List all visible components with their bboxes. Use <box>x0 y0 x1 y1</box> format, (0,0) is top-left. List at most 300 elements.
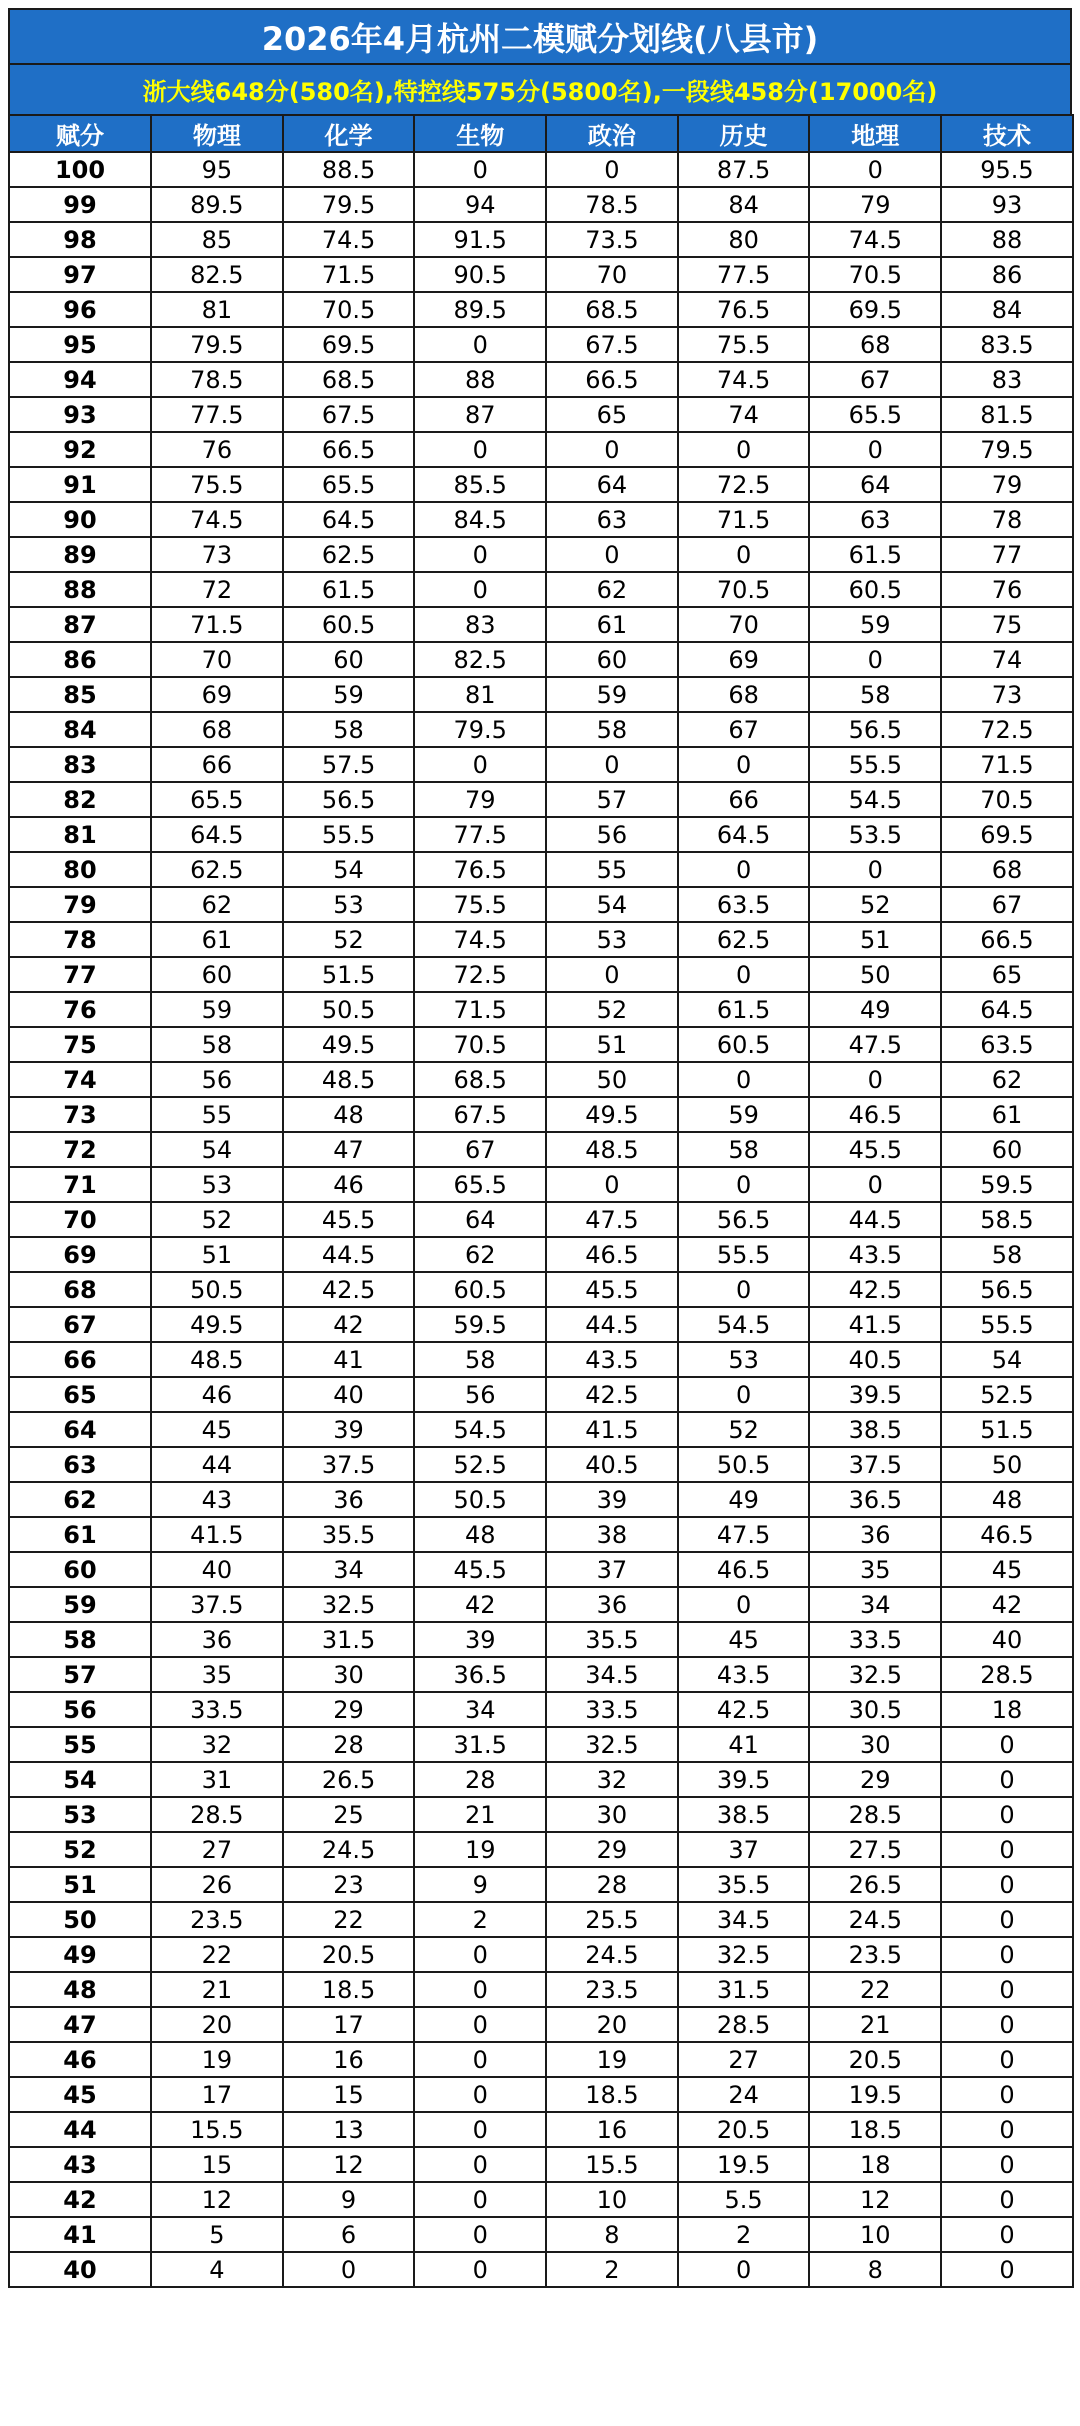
score-cell: 56 <box>9 1692 151 1727</box>
table-cell: 64 <box>809 467 941 502</box>
table-row <box>9 1132 1073 1167</box>
score-cell: 87 <box>9 607 151 642</box>
table-row <box>9 887 1073 922</box>
table-cell: 67 <box>941 887 1073 922</box>
table-cell: 64.5 <box>678 817 810 852</box>
score-cell: 57 <box>9 1657 151 1692</box>
score-cell: 92 <box>9 432 151 467</box>
table-cell: 0 <box>546 957 678 992</box>
table-cell: 68 <box>809 327 941 362</box>
table-cell: 52 <box>546 992 678 1027</box>
table-cell: 91.5 <box>414 222 546 257</box>
table-cell: 67.5 <box>283 397 415 432</box>
table-cell: 56 <box>151 1062 283 1097</box>
table-cell: 55.5 <box>809 747 941 782</box>
table-row <box>9 607 1073 642</box>
header-technology: 技术 <box>941 115 1073 152</box>
score-cell: 70 <box>9 1202 151 1237</box>
table-cell: 60.5 <box>809 572 941 607</box>
table-cell: 34.5 <box>678 1902 810 1937</box>
table-cell: 28 <box>414 1762 546 1797</box>
table-cell: 77.5 <box>678 257 810 292</box>
table-cell: 95 <box>151 152 283 187</box>
table-cell: 78.5 <box>151 362 283 397</box>
table-cell: 20.5 <box>678 2112 810 2147</box>
table-cell: 36 <box>151 1622 283 1657</box>
score-cell: 99 <box>9 187 151 222</box>
score-cell: 68 <box>9 1272 151 1307</box>
table-cell: 18.5 <box>809 2112 941 2147</box>
table-cell: 63 <box>546 502 678 537</box>
score-cell: 72 <box>9 1132 151 1167</box>
table-cell: 18 <box>809 2147 941 2182</box>
table-cell: 56.5 <box>283 782 415 817</box>
table-cell: 0 <box>283 2252 415 2287</box>
table-cell: 10 <box>809 2217 941 2252</box>
table-cell: 48.5 <box>151 1342 283 1377</box>
table-row <box>9 2007 1073 2042</box>
table-cell: 72.5 <box>941 712 1073 747</box>
table-cell: 42.5 <box>283 1272 415 1307</box>
table-row <box>9 1657 1073 1692</box>
table-cell: 0 <box>546 432 678 467</box>
table-cell: 49.5 <box>151 1307 283 1342</box>
table-cell: 31 <box>151 1762 283 1797</box>
table-cell: 0 <box>809 432 941 467</box>
table-cell: 77 <box>941 537 1073 572</box>
table-cell: 10 <box>546 2182 678 2217</box>
score-cell: 60 <box>9 1552 151 1587</box>
score-cell: 50 <box>9 1902 151 1937</box>
table-cell: 36 <box>546 1587 678 1622</box>
table-cell: 25.5 <box>546 1902 678 1937</box>
table-cell: 56 <box>414 1377 546 1412</box>
table-cell: 47.5 <box>809 1027 941 1062</box>
table-row <box>9 992 1073 1027</box>
table-cell: 78 <box>941 502 1073 537</box>
table-cell: 0 <box>678 1272 810 1307</box>
table-row <box>9 537 1073 572</box>
table-cell: 48 <box>283 1097 415 1132</box>
table-cell: 0 <box>941 2252 1073 2287</box>
table-cell: 48 <box>941 1482 1073 1517</box>
table-cell: 72.5 <box>678 467 810 502</box>
score-cell: 85 <box>9 677 151 712</box>
table-cell: 79 <box>414 782 546 817</box>
table-cell: 60.5 <box>678 1027 810 1062</box>
table-cell: 0 <box>414 2252 546 2287</box>
table-cell: 12 <box>809 2182 941 2217</box>
table-cell: 15.5 <box>151 2112 283 2147</box>
table-cell: 17 <box>151 2077 283 2112</box>
table-cell: 42.5 <box>546 1377 678 1412</box>
table-cell: 50 <box>941 1447 1073 1482</box>
table-cell: 21 <box>809 2007 941 2042</box>
table-cell: 61.5 <box>678 992 810 1027</box>
table-cell: 73.5 <box>546 222 678 257</box>
table-cell: 65.5 <box>414 1167 546 1202</box>
table-row <box>9 1587 1073 1622</box>
table-cell: 47 <box>283 1132 415 1167</box>
table-cell: 54 <box>283 852 415 887</box>
table-cell: 49.5 <box>283 1027 415 1062</box>
table-cell: 69 <box>151 677 283 712</box>
table-cell: 53 <box>151 1167 283 1202</box>
table-row <box>9 432 1073 467</box>
header-biology: 生物 <box>414 115 546 152</box>
table-cell: 0 <box>678 537 810 572</box>
table-cell: 34 <box>809 1587 941 1622</box>
table-cell: 0 <box>941 1867 1073 1902</box>
table-cell: 51 <box>151 1237 283 1272</box>
table-cell: 48 <box>414 1517 546 1552</box>
table-cell: 68 <box>941 852 1073 887</box>
table-cell: 83 <box>414 607 546 642</box>
table-cell: 65.5 <box>151 782 283 817</box>
table-cell: 58 <box>414 1342 546 1377</box>
table-cell: 2 <box>546 2252 678 2287</box>
table-row <box>9 2077 1073 2112</box>
table-cell: 0 <box>941 1972 1073 2007</box>
score-cell: 95 <box>9 327 151 362</box>
table-cell: 47.5 <box>678 1517 810 1552</box>
score-cell: 80 <box>9 852 151 887</box>
table-cell: 33.5 <box>809 1622 941 1657</box>
table-cell: 54.5 <box>809 782 941 817</box>
table-cell: 53 <box>283 887 415 922</box>
table-cell: 0 <box>678 432 810 467</box>
score-cell: 86 <box>9 642 151 677</box>
table-cell: 68 <box>678 677 810 712</box>
table-cell: 22 <box>283 1902 415 1937</box>
table-cell: 68.5 <box>414 1062 546 1097</box>
table-cell: 0 <box>414 1937 546 1972</box>
table-cell: 35.5 <box>678 1867 810 1902</box>
table-cell: 54 <box>941 1342 1073 1377</box>
table-row <box>9 782 1073 817</box>
score-cell: 64 <box>9 1412 151 1447</box>
table-cell: 45 <box>151 1412 283 1447</box>
sheet-title: 2026年4月杭州二模赋分划线(八县市) <box>8 8 1072 65</box>
table-cell: 55 <box>546 852 678 887</box>
table-cell: 28.5 <box>809 1797 941 1832</box>
table-cell: 59 <box>151 992 283 1027</box>
table-cell: 71.5 <box>414 992 546 1027</box>
table-cell: 73 <box>151 537 283 572</box>
table-cell: 64.5 <box>151 817 283 852</box>
table-row <box>9 1762 1073 1797</box>
table-row <box>9 642 1073 677</box>
table-cell: 39 <box>546 1482 678 1517</box>
score-cell: 52 <box>9 1832 151 1867</box>
header-row <box>9 115 1073 152</box>
table-cell: 23.5 <box>546 1972 678 2007</box>
table-cell: 44.5 <box>809 1202 941 1237</box>
score-cell: 61 <box>9 1517 151 1552</box>
table-cell: 64.5 <box>941 992 1073 1027</box>
table-cell: 51.5 <box>283 957 415 992</box>
table-cell: 0 <box>809 1167 941 1202</box>
table-cell: 0 <box>941 2042 1073 2077</box>
table-cell: 72.5 <box>414 957 546 992</box>
score-cell: 48 <box>9 1972 151 2007</box>
table-cell: 79.5 <box>941 432 1073 467</box>
table-cell: 0 <box>414 747 546 782</box>
table-cell: 28.5 <box>151 1797 283 1832</box>
score-cell: 47 <box>9 2007 151 2042</box>
table-row <box>9 572 1073 607</box>
table-cell: 40 <box>941 1622 1073 1657</box>
table-cell: 0 <box>414 2147 546 2182</box>
table-cell: 55.5 <box>283 817 415 852</box>
table-row <box>9 1867 1073 1902</box>
table-cell: 65.5 <box>809 397 941 432</box>
score-cell: 62 <box>9 1482 151 1517</box>
table-cell: 69.5 <box>941 817 1073 852</box>
table-cell: 66.5 <box>283 432 415 467</box>
table-cell: 8 <box>546 2217 678 2252</box>
table-cell: 0 <box>678 957 810 992</box>
table-cell: 59 <box>283 677 415 712</box>
table-cell: 35.5 <box>283 1517 415 1552</box>
table-cell: 62 <box>546 572 678 607</box>
table-cell: 62.5 <box>678 922 810 957</box>
table-cell: 31.5 <box>678 1972 810 2007</box>
table-cell: 0 <box>678 1167 810 1202</box>
table-cell: 66 <box>151 747 283 782</box>
table-row <box>9 1412 1073 1447</box>
table-cell: 0 <box>546 1167 678 1202</box>
header-politics: 政治 <box>546 115 678 152</box>
table-cell: 84 <box>678 187 810 222</box>
table-cell: 52 <box>151 1202 283 1237</box>
table-cell: 51 <box>809 922 941 957</box>
table-cell: 64 <box>414 1202 546 1237</box>
score-cell: 53 <box>9 1797 151 1832</box>
score-cell: 69 <box>9 1237 151 1272</box>
table-row <box>9 1727 1073 1762</box>
table-cell: 41.5 <box>546 1412 678 1447</box>
table-cell: 32.5 <box>283 1587 415 1622</box>
table-cell: 68.5 <box>283 362 415 397</box>
table-cell: 9 <box>414 1867 546 1902</box>
table-cell: 93 <box>941 187 1073 222</box>
score-cell: 79 <box>9 887 151 922</box>
table-cell: 70 <box>546 257 678 292</box>
table-cell: 58 <box>283 712 415 747</box>
table-cell: 58 <box>809 677 941 712</box>
table-cell: 28 <box>546 1867 678 1902</box>
table-cell: 57 <box>546 782 678 817</box>
table-cell: 50.5 <box>283 992 415 1027</box>
score-cell: 40 <box>9 2252 151 2287</box>
table-cell: 18.5 <box>546 2077 678 2112</box>
table-cell: 61.5 <box>283 572 415 607</box>
table-cell: 59 <box>809 607 941 642</box>
table-cell: 37.5 <box>151 1587 283 1622</box>
table-cell: 70 <box>151 642 283 677</box>
table-row <box>9 1027 1073 1062</box>
table-cell: 0 <box>414 572 546 607</box>
table-cell: 71.5 <box>941 747 1073 782</box>
table-cell: 64 <box>546 467 678 502</box>
table-cell: 71.5 <box>151 607 283 642</box>
table-cell: 48.5 <box>283 1062 415 1097</box>
table-cell: 74 <box>678 397 810 432</box>
table-cell: 0 <box>414 2077 546 2112</box>
table-cell: 34.5 <box>546 1657 678 1692</box>
table-cell: 50.5 <box>414 1482 546 1517</box>
table-cell: 76 <box>151 432 283 467</box>
table-cell: 83.5 <box>941 327 1073 362</box>
table-cell: 24 <box>678 2077 810 2112</box>
table-row <box>9 2112 1073 2147</box>
table-cell: 74.5 <box>283 222 415 257</box>
table-cell: 50 <box>546 1062 678 1097</box>
table-cell: 56.5 <box>678 1202 810 1237</box>
table-cell: 67.5 <box>414 1097 546 1132</box>
table-cell: 81 <box>151 292 283 327</box>
table-cell: 0 <box>809 1062 941 1097</box>
score-cell: 58 <box>9 1622 151 1657</box>
table-cell: 74.5 <box>414 922 546 957</box>
table-cell: 37.5 <box>283 1447 415 1482</box>
score-cell: 42 <box>9 2182 151 2217</box>
table-cell: 88.5 <box>283 152 415 187</box>
table-cell: 57.5 <box>283 747 415 782</box>
table-cell: 46.5 <box>546 1237 678 1272</box>
table-cell: 73 <box>941 677 1073 712</box>
table-row <box>9 817 1073 852</box>
table-cell: 52 <box>809 887 941 922</box>
table-cell: 22 <box>809 1972 941 2007</box>
table-cell: 67 <box>809 362 941 397</box>
table-cell: 5.5 <box>678 2182 810 2217</box>
table-row <box>9 712 1073 747</box>
table-cell: 69.5 <box>809 292 941 327</box>
table-cell: 19.5 <box>809 2077 941 2112</box>
table-cell: 16 <box>546 2112 678 2147</box>
table-cell: 23.5 <box>151 1902 283 1937</box>
table-cell: 48.5 <box>546 1132 678 1167</box>
table-cell: 49 <box>678 1482 810 1517</box>
score-cell: 78 <box>9 922 151 957</box>
table-cell: 24.5 <box>283 1832 415 1867</box>
table-cell: 32.5 <box>546 1727 678 1762</box>
table-cell: 30 <box>546 1797 678 1832</box>
table-cell: 27 <box>678 2042 810 2077</box>
table-cell: 77.5 <box>151 397 283 432</box>
table-row <box>9 1307 1073 1342</box>
table-cell: 29 <box>809 1762 941 1797</box>
table-cell: 74.5 <box>151 502 283 537</box>
table-cell: 0 <box>414 2217 546 2252</box>
table-cell: 0 <box>941 1902 1073 1937</box>
table-row <box>9 1167 1073 1202</box>
table-cell: 67 <box>678 712 810 747</box>
table-cell: 40 <box>151 1552 283 1587</box>
table-row <box>9 922 1073 957</box>
table-cell: 32 <box>151 1727 283 1762</box>
table-cell: 29 <box>283 1692 415 1727</box>
table-cell: 61.5 <box>809 537 941 572</box>
table-row <box>9 1902 1073 1937</box>
table-cell: 43.5 <box>546 1342 678 1377</box>
table-cell: 67.5 <box>546 327 678 362</box>
table-row <box>9 1692 1073 1727</box>
table-cell: 16 <box>283 2042 415 2077</box>
table-cell: 45 <box>941 1552 1073 1587</box>
score-cell: 77 <box>9 957 151 992</box>
table-cell: 69.5 <box>283 327 415 362</box>
table-body <box>9 152 1073 2287</box>
table-row <box>9 327 1073 362</box>
table-cell: 70.5 <box>678 572 810 607</box>
table-row <box>9 257 1073 292</box>
table-cell: 70.5 <box>414 1027 546 1062</box>
table-cell: 80 <box>678 222 810 257</box>
table-cell: 27 <box>151 1832 283 1867</box>
table-cell: 55 <box>151 1097 283 1132</box>
score-cell: 97 <box>9 257 151 292</box>
table-cell: 38 <box>546 1517 678 1552</box>
table-cell: 26.5 <box>809 1867 941 1902</box>
table-cell: 0 <box>546 152 678 187</box>
table-cell: 33.5 <box>546 1692 678 1727</box>
table-cell: 62 <box>941 1062 1073 1097</box>
score-cell: 96 <box>9 292 151 327</box>
table-cell: 50.5 <box>151 1272 283 1307</box>
table-cell: 42 <box>941 1587 1073 1622</box>
table-cell: 85.5 <box>414 467 546 502</box>
table-cell: 81 <box>414 677 546 712</box>
table-cell: 70.5 <box>283 292 415 327</box>
table-cell: 30 <box>283 1657 415 1692</box>
table-cell: 52.5 <box>414 1447 546 1482</box>
score-cell: 73 <box>9 1097 151 1132</box>
table-row <box>9 747 1073 782</box>
table-cell: 0 <box>941 1797 1073 1832</box>
table-row <box>9 1237 1073 1272</box>
table-cell: 83 <box>941 362 1073 397</box>
table-cell: 0 <box>941 1727 1073 1762</box>
table-cell: 8 <box>809 2252 941 2287</box>
table-cell: 53 <box>678 1342 810 1377</box>
table-cell: 30 <box>809 1727 941 1762</box>
table-cell: 62 <box>414 1237 546 1272</box>
table-cell: 0 <box>414 432 546 467</box>
table-row <box>9 187 1073 222</box>
table-cell: 56.5 <box>809 712 941 747</box>
table-cell: 84 <box>941 292 1073 327</box>
table-cell: 55.5 <box>678 1237 810 1272</box>
table-cell: 63.5 <box>941 1027 1073 1062</box>
score-cell: 74 <box>9 1062 151 1097</box>
table-row <box>9 1832 1073 1867</box>
table-cell: 54.5 <box>414 1412 546 1447</box>
table-cell: 4 <box>151 2252 283 2287</box>
table-cell: 49 <box>809 992 941 1027</box>
table-cell: 55.5 <box>941 1307 1073 1342</box>
table-cell: 40.5 <box>809 1342 941 1377</box>
table-cell: 38.5 <box>678 1797 810 1832</box>
table-cell: 0 <box>678 1587 810 1622</box>
table-cell: 26.5 <box>283 1762 415 1797</box>
table-cell: 20 <box>151 2007 283 2042</box>
table-cell: 52 <box>678 1412 810 1447</box>
score-cell: 51 <box>9 1867 151 1902</box>
table-cell: 77.5 <box>414 817 546 852</box>
